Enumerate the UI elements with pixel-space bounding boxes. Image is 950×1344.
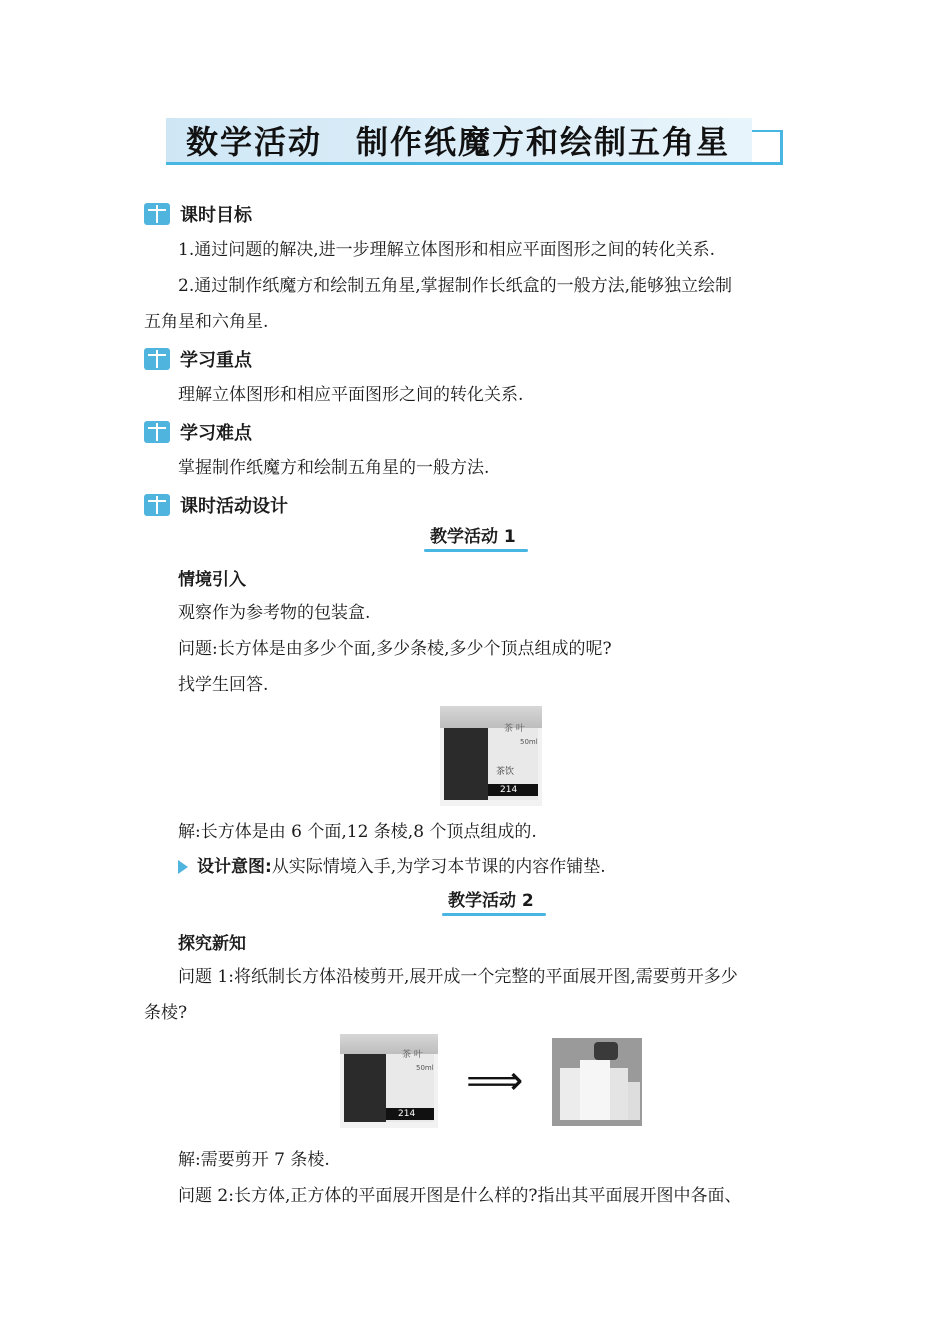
box-brand-label: 茶 叶 — [504, 724, 525, 734]
answer: 解:需要剪开 7 条棱. — [178, 1150, 330, 1170]
design-intent-label: 设计意图: — [197, 857, 272, 877]
package-box-image — [440, 706, 542, 806]
objective-line: 1.通过问题的解决,进一步理解立体图形和相应平面图形之间的转化关系. — [178, 240, 716, 260]
title-decor-line — [752, 130, 782, 132]
section-objectives — [144, 201, 252, 227]
page-title: 数学活动 制作纸魔方和绘制五角星 — [186, 123, 731, 161]
package-box-image — [340, 1034, 438, 1128]
paragraph: 找学生回答. — [178, 675, 269, 695]
activity-underline — [442, 913, 546, 916]
paragraph: 观察作为参考物的包装盒. — [178, 603, 371, 623]
activity-label: 教学活动 2 — [448, 891, 534, 911]
section-difficulty — [144, 419, 252, 445]
box-number-label: 214 — [398, 1109, 416, 1119]
activity-underline — [424, 549, 528, 552]
objective-line: 五角星和六角星. — [144, 312, 269, 332]
activity-label: 教学活动 1 — [430, 527, 516, 547]
book-icon — [144, 494, 170, 516]
title-decor-line — [780, 130, 783, 164]
activity-2-heading — [442, 886, 546, 916]
section-focus — [144, 346, 252, 372]
question: 条棱? — [144, 1003, 188, 1023]
book-icon — [144, 348, 170, 370]
focus-text: 理解立体图形和相应平面图形之间的转化关系. — [178, 385, 524, 405]
box-brand-label: 茶 叶 — [402, 1050, 423, 1060]
page-title-banner — [166, 112, 784, 168]
section-label: 学习难点 — [180, 423, 252, 444]
objective-line: 2.通过制作纸魔方和绘制五角星,掌握制作长纸盒的一般方法,能够独立绘制 — [178, 276, 733, 296]
question: 问题 1:将纸制长方体沿棱剪开,展开成一个完整的平面展开图,需要剪开多少 — [178, 967, 738, 987]
activity-1-heading — [424, 522, 528, 552]
box-logo-label: 茶饮 — [496, 767, 515, 777]
box-size-label: 50ml — [520, 738, 538, 746]
section-design — [144, 492, 288, 518]
difficulty-text: 掌握制作纸魔方和绘制五角星的一般方法. — [178, 458, 490, 478]
design-intent — [197, 854, 606, 880]
paragraph: 问题:长方体是由多少个面,多少条棱,多少个顶点组成的呢? — [178, 639, 612, 659]
answer: 解:长方体是由 6 个面,12 条棱,8 个顶点组成的. — [178, 822, 537, 842]
subsection-heading: 探究新知 — [178, 934, 246, 954]
section-label: 学习重点 — [180, 350, 252, 371]
subsection-heading: 情境引入 — [178, 570, 246, 590]
triangle-icon — [178, 860, 188, 874]
section-label: 课时活动设计 — [180, 496, 288, 517]
unfolded-box-image — [552, 1038, 642, 1126]
section-label: 课时目标 — [180, 205, 252, 226]
book-icon — [144, 203, 170, 225]
book-icon — [144, 421, 170, 443]
implies-arrow-icon: ⟹ — [466, 1058, 524, 1104]
box-number-label: 214 — [500, 785, 518, 795]
design-intent-text: 从实际情境入手,为学习本节课的内容作铺垫. — [271, 857, 606, 877]
box-size-label: 50ml — [416, 1064, 434, 1072]
question: 问题 2:长方体,正方体的平面展开图是什么样的?指出其平面展开图中各面、 — [178, 1186, 742, 1206]
